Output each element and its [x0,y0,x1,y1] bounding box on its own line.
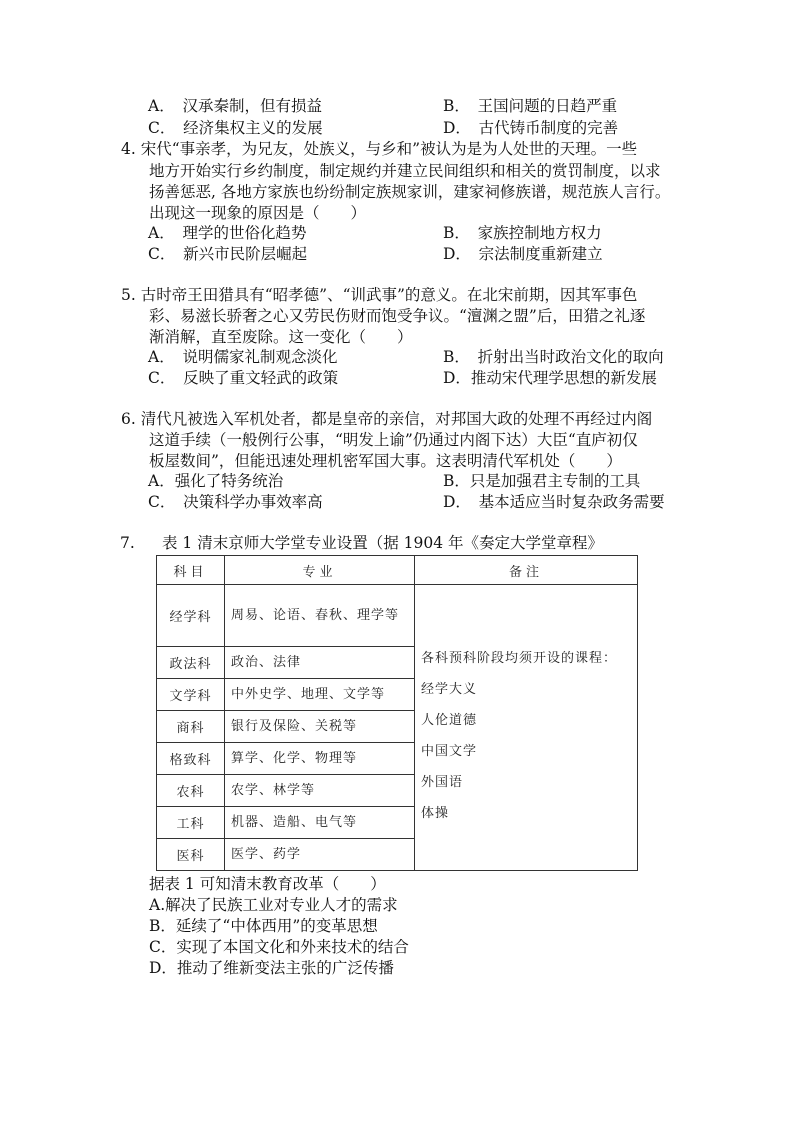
q3-option-b[interactable]: B． 王国问题的日趋严重 [443,97,618,115]
q5-option-d[interactable]: D．推动宋代理学思想的新发展 [443,369,657,387]
row-major: 政治、法律 [225,647,415,679]
q7-option-b[interactable]: B．延续了“中体西用”的变革思想 [149,917,378,935]
row-subject: 医科 [157,839,225,871]
q4-option-b[interactable]: B． 家族控制地方权力 [443,224,602,242]
q4-stem-line-3: 扬善惩恶, 各地方家族也纷纷制定族规家训，建家祠修族谱，规范族人言行。 [149,183,671,201]
q6-option-d[interactable]: D． 基本适应当时复杂政务需要 [443,493,665,511]
q6-stem-line-1: 6. 清代凡被选入军机处者，都是皇帝的亲信，对邦国大政的处理不再经过内阁 [121,410,653,428]
q3-option-a[interactable]: A． 汉承秦制，但有损益 [148,97,322,115]
q5-stem-line-3: 渐消解，直至废除。这一变化（ ） [149,328,413,346]
row-subject: 工科 [157,807,225,839]
q4-option-c[interactable]: C． 新兴市民阶层崛起 [148,245,308,263]
q6-stem-line-3: 板屋数间”，但能迅速处理机密军国大事。这表明清代军机处（ ） [149,452,622,470]
q7-option-a[interactable]: A.解决了民族工业对专业人才的需求 [149,896,398,914]
q6-option-b[interactable]: B．只是加强君主专制的工具 [443,472,641,490]
row-major: 医学、药学 [225,839,415,871]
row-major: 银行及保险、关税等 [225,711,415,743]
row-subject: 格致科 [157,743,225,775]
note-line: 中国文学 [421,744,478,759]
q6-option-c[interactable]: C． 决策科学办事效率高 [148,493,323,511]
table-row [157,585,638,647]
note-line: 各科预科阶段均须开设的课程： [421,651,618,666]
q4-stem-line-4: 出现这一现象的原因是（ ） [149,204,367,222]
q6-option-a[interactable]: A．强化了特务统治 [148,472,284,490]
note-line: 人伦道德 [421,713,478,728]
note-line: 体操 [421,806,450,821]
table-caption: 表 1 清末京师大学堂专业设置（据 1904 年《奏定大学堂章程》 [162,534,604,552]
header-subject: 科目 [157,556,225,585]
row-major: 周易、论语、春秋、理学等 [225,585,415,647]
note-line: 经学大义 [421,682,478,697]
q6-stem-line-2: 这道手续（一般例行公事，“明发上谕”仍通过内阁下达）大臣“直庐初仅 [149,431,638,449]
q7-option-d[interactable]: D．推动了维新变法主张的广泛传播 [149,959,394,977]
row-major: 农学、林学等 [225,775,415,807]
q5-option-a[interactable]: A． 说明儒家礼制观念淡化 [148,348,338,366]
q7-number: 7. [120,534,135,552]
row-subject: 政法科 [157,647,225,679]
q4-option-d[interactable]: D． 宗法制度重新建立 [443,245,603,263]
q5-option-b[interactable]: B． 折射出当时政治文化的取向 [443,348,664,366]
note-line: 外国语 [421,775,464,790]
header-note: 备注 [415,556,638,585]
row-major: 机器、造船、电气等 [225,807,415,839]
q5-stem-line-2: 彩、易滋长骄奢之心又劳民伤财而饱受争议。“澶渊之盟”后，田猎之礼逐 [149,307,646,325]
q3-option-d[interactable]: D． 古代铸币制度的完善 [443,119,619,137]
q4-stem-line-2: 地方开始实行乡约制度，制定规约并建立民间组织和相关的赏罚制度，以求 [149,162,661,180]
q5-option-c[interactable]: C． 反映了重文轻武的政策 [148,369,339,387]
q3-option-c[interactable]: C． 经济集权主义的发展 [148,119,323,137]
q4-stem-line-1: 4. 宋代“事亲孝，为兄友，处族义，与乡和”被认为是为人处世的天理。一些 [121,140,638,158]
row-subject: 农科 [157,775,225,807]
row-subject: 商科 [157,711,225,743]
q4-option-a[interactable]: A． 理学的世俗化趋势 [148,224,307,242]
row-subject: 经学科 [157,585,225,647]
note-cell [415,585,638,871]
q7-stem: 据表 1 可知清末教育改革（ ） [149,875,386,893]
curriculum-table [156,555,638,871]
header-major: 专业 [225,556,415,585]
row-subject: 文学科 [157,679,225,711]
q7-option-c[interactable]: C．实现了本国文化和外来技术的结合 [149,938,409,956]
row-major: 中外史学、地理、文学等 [225,679,415,711]
row-major: 算学、化学、物理等 [225,743,415,775]
q7-caption [120,532,603,554]
q5-stem-line-1: 5. 古时帝王田猎具有“昭孝德”、“训武事”的意义。在北宋前期，因其军事色 [121,286,638,304]
